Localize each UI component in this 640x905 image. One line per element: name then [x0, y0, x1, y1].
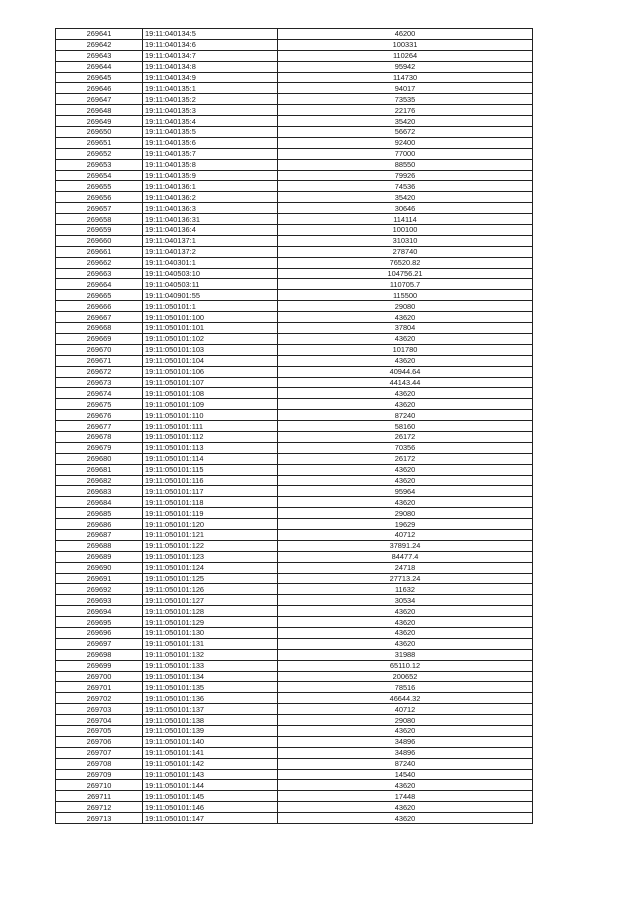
row-number-cell: 269644: [56, 61, 143, 72]
cadastral-number-cell: 19:11:050101:111: [143, 421, 278, 432]
value-cell: 79926: [278, 170, 533, 181]
row-number-cell: 269665: [56, 290, 143, 301]
table-row: [56, 61, 533, 72]
value-cell: 114114: [278, 214, 533, 225]
row-number-cell: 269674: [56, 388, 143, 399]
table-row: [56, 813, 533, 824]
table-row: [56, 421, 533, 432]
value-cell: 65110.12: [278, 660, 533, 671]
row-number-cell: 269646: [56, 83, 143, 94]
value-cell: 17448: [278, 791, 533, 802]
cadastral-number-cell: 19:11:050101:136: [143, 693, 278, 704]
table-row: [56, 715, 533, 726]
table-row: [56, 323, 533, 334]
cadastral-number-cell: 19:11:050101:147: [143, 813, 278, 824]
table-row: [56, 312, 533, 323]
row-number-cell: 269677: [56, 421, 143, 432]
cadastral-number-cell: 19:11:050101:112: [143, 431, 278, 442]
table-row: [56, 246, 533, 257]
row-number-cell: 269691: [56, 573, 143, 584]
table-row: [56, 726, 533, 737]
table-row: [56, 791, 533, 802]
table-row: [56, 606, 533, 617]
value-cell: 56672: [278, 127, 533, 138]
table-row: [56, 344, 533, 355]
cadastral-number-cell: 19:11:040134:8: [143, 61, 278, 72]
value-cell: 26172: [278, 431, 533, 442]
table-row: [56, 508, 533, 519]
cadastral-number-cell: 19:11:040137:2: [143, 246, 278, 257]
table-row: [56, 540, 533, 551]
row-number-cell: 269696: [56, 627, 143, 638]
cadastral-number-cell: 19:11:050101:120: [143, 519, 278, 530]
table-row: [56, 780, 533, 791]
cadastral-number-cell: 19:11:050101:121: [143, 529, 278, 540]
row-number-cell: 269667: [56, 312, 143, 323]
row-number-cell: 269645: [56, 72, 143, 83]
row-number-cell: 269678: [56, 431, 143, 442]
row-number-cell: 269649: [56, 116, 143, 127]
value-cell: 26172: [278, 453, 533, 464]
value-cell: 35420: [278, 116, 533, 127]
row-number-cell: 269672: [56, 366, 143, 377]
table-row: [56, 83, 533, 94]
table-row: [56, 410, 533, 421]
value-cell: 43620: [278, 464, 533, 475]
table-row: [56, 29, 533, 40]
value-cell: 44143.44: [278, 377, 533, 388]
table-row: [56, 39, 533, 50]
value-cell: 40712: [278, 529, 533, 540]
cadastral-number-cell: 19:11:050101:104: [143, 355, 278, 366]
table-row: [56, 736, 533, 747]
value-cell: 43620: [278, 399, 533, 410]
row-number-cell: 269670: [56, 344, 143, 355]
cadastral-number-cell: 19:11:050101:134: [143, 671, 278, 682]
cadastral-number-cell: 19:11:050101:1: [143, 301, 278, 312]
table-row: [56, 758, 533, 769]
cadastral-number-cell: 19:11:040135:9: [143, 170, 278, 181]
table-row: [56, 181, 533, 192]
table-row: [56, 268, 533, 279]
cadastral-number-cell: 19:11:040135:2: [143, 94, 278, 105]
row-number-cell: 269687: [56, 529, 143, 540]
cadastral-number-cell: 19:11:050101:141: [143, 747, 278, 758]
row-number-cell: 269643: [56, 50, 143, 61]
row-number-cell: 269706: [56, 736, 143, 747]
row-number-cell: 269694: [56, 606, 143, 617]
row-number-cell: 269704: [56, 715, 143, 726]
table-row: [56, 225, 533, 236]
table-row: [56, 595, 533, 606]
cadastral-number-cell: 19:11:050101:107: [143, 377, 278, 388]
row-number-cell: 269648: [56, 105, 143, 116]
cadastral-number-cell: 19:11:050101:115: [143, 464, 278, 475]
value-cell: 43620: [278, 617, 533, 628]
row-number-cell: 269711: [56, 791, 143, 802]
row-number-cell: 269651: [56, 137, 143, 148]
cadastral-number-cell: 19:11:050101:127: [143, 595, 278, 606]
cadastral-number-cell: 19:11:040136:3: [143, 203, 278, 214]
value-cell: 114730: [278, 72, 533, 83]
cadastral-number-cell: 19:11:050101:103: [143, 344, 278, 355]
table-row: [56, 682, 533, 693]
value-cell: 43620: [278, 802, 533, 813]
cadastral-number-cell: 19:11:050101:144: [143, 780, 278, 791]
row-number-cell: 269655: [56, 181, 143, 192]
cadastral-number-cell: 19:11:050101:142: [143, 758, 278, 769]
table-row: [56, 802, 533, 813]
value-cell: 278740: [278, 246, 533, 257]
value-cell: 29080: [278, 715, 533, 726]
cadastral-number-cell: 19:11:050101:108: [143, 388, 278, 399]
value-cell: 115500: [278, 290, 533, 301]
value-cell: 73535: [278, 94, 533, 105]
cadastral-number-cell: 19:11:050101:131: [143, 638, 278, 649]
table-row: [56, 627, 533, 638]
table-row: [56, 529, 533, 540]
row-number-cell: 269661: [56, 246, 143, 257]
row-number-cell: 269701: [56, 682, 143, 693]
value-cell: 76520.82: [278, 257, 533, 268]
row-number-cell: 269713: [56, 813, 143, 824]
value-cell: 24718: [278, 562, 533, 573]
value-cell: 100331: [278, 39, 533, 50]
value-cell: 30534: [278, 595, 533, 606]
row-number-cell: 269671: [56, 355, 143, 366]
row-number-cell: 269695: [56, 617, 143, 628]
row-number-cell: 269679: [56, 442, 143, 453]
value-cell: 30646: [278, 203, 533, 214]
value-cell: 94017: [278, 83, 533, 94]
table-row: [56, 105, 533, 116]
table-row: [56, 377, 533, 388]
value-cell: 74536: [278, 181, 533, 192]
table-row: [56, 148, 533, 159]
row-number-cell: 269642: [56, 39, 143, 50]
cadastral-number-cell: 19:11:050101:128: [143, 606, 278, 617]
table-row: [56, 704, 533, 715]
table-row: [56, 192, 533, 203]
value-cell: 43620: [278, 497, 533, 508]
value-cell: 35420: [278, 192, 533, 203]
value-cell: 34896: [278, 736, 533, 747]
row-number-cell: 269710: [56, 780, 143, 791]
row-number-cell: 269675: [56, 399, 143, 410]
row-number-cell: 269698: [56, 649, 143, 660]
cadastral-number-cell: 19:11:050101:135: [143, 682, 278, 693]
row-number-cell: 269699: [56, 660, 143, 671]
table-row: [56, 660, 533, 671]
value-cell: 43620: [278, 475, 533, 486]
value-cell: 14540: [278, 769, 533, 780]
row-number-cell: 269673: [56, 377, 143, 388]
row-number-cell: 269653: [56, 159, 143, 170]
cadastral-number-cell: 19:11:050101:133: [143, 660, 278, 671]
row-number-cell: 269693: [56, 595, 143, 606]
value-cell: 37804: [278, 323, 533, 334]
cadastral-number-cell: 19:11:040134:6: [143, 39, 278, 50]
cadastral-number-cell: 19:11:040135:7: [143, 148, 278, 159]
table-row: [56, 693, 533, 704]
value-cell: 40944.64: [278, 366, 533, 377]
row-number-cell: 269664: [56, 279, 143, 290]
cadastral-number-cell: 19:11:050101:125: [143, 573, 278, 584]
value-cell: 29080: [278, 508, 533, 519]
cadastral-number-cell: 19:11:050101:113: [143, 442, 278, 453]
value-cell: 40712: [278, 704, 533, 715]
table-row: [56, 769, 533, 780]
row-number-cell: 269700: [56, 671, 143, 682]
row-number-cell: 269656: [56, 192, 143, 203]
value-cell: 84477.4: [278, 551, 533, 562]
table-row: [56, 355, 533, 366]
cadastral-number-cell: 19:11:050101:106: [143, 366, 278, 377]
cadastral-number-cell: 19:11:050101:102: [143, 333, 278, 344]
row-number-cell: 269662: [56, 257, 143, 268]
cadastral-number-cell: 19:11:050101:129: [143, 617, 278, 628]
value-cell: 95964: [278, 486, 533, 497]
value-cell: 46200: [278, 29, 533, 40]
cadastral-number-cell: 19:11:050101:122: [143, 540, 278, 551]
row-number-cell: 269707: [56, 747, 143, 758]
cadastral-number-cell: 19:11:050101:118: [143, 497, 278, 508]
cadastral-number-cell: 19:11:050101:143: [143, 769, 278, 780]
table-row: [56, 137, 533, 148]
value-cell: 110264: [278, 50, 533, 61]
cadastral-number-cell: 19:11:050101:145: [143, 791, 278, 802]
table-row: [56, 573, 533, 584]
table-row: [56, 235, 533, 246]
row-number-cell: 269660: [56, 235, 143, 246]
row-number-cell: 269663: [56, 268, 143, 279]
table-row: [56, 617, 533, 628]
table-row: [56, 497, 533, 508]
table-row: [56, 584, 533, 595]
value-cell: 43620: [278, 606, 533, 617]
table-row: [56, 214, 533, 225]
value-cell: 104756.21: [278, 268, 533, 279]
row-number-cell: 269652: [56, 148, 143, 159]
row-number-cell: 269690: [56, 562, 143, 573]
value-cell: 22176: [278, 105, 533, 116]
table-row: [56, 442, 533, 453]
table-row: [56, 431, 533, 442]
value-cell: 88550: [278, 159, 533, 170]
value-cell: 19629: [278, 519, 533, 530]
value-cell: 43620: [278, 638, 533, 649]
table-row: [56, 203, 533, 214]
value-cell: 43620: [278, 333, 533, 344]
cadastral-number-cell: 19:11:050101:130: [143, 627, 278, 638]
table-row: [56, 519, 533, 530]
value-cell: 92400: [278, 137, 533, 148]
value-cell: 110705.7: [278, 279, 533, 290]
row-number-cell: 269650: [56, 127, 143, 138]
row-number-cell: 269697: [56, 638, 143, 649]
table-row: [56, 50, 533, 61]
value-cell: 43620: [278, 780, 533, 791]
row-number-cell: 269692: [56, 584, 143, 595]
table-row: [56, 290, 533, 301]
cadastral-number-cell: 19:11:050101:114: [143, 453, 278, 464]
cadastral-number-cell: 19:11:050101:126: [143, 584, 278, 595]
cadastral-number-cell: 19:11:050101:123: [143, 551, 278, 562]
value-cell: 200652: [278, 671, 533, 682]
row-number-cell: 269703: [56, 704, 143, 715]
row-number-cell: 269689: [56, 551, 143, 562]
table-row: [56, 562, 533, 573]
value-cell: 27713.24: [278, 573, 533, 584]
cadastral-number-cell: 19:11:040135:8: [143, 159, 278, 170]
cadastral-number-cell: 19:11:050101:132: [143, 649, 278, 660]
table-row: [56, 638, 533, 649]
table-row: [56, 551, 533, 562]
cadastral-number-cell: 19:11:050101:124: [143, 562, 278, 573]
row-number-cell: 269681: [56, 464, 143, 475]
row-number-cell: 269683: [56, 486, 143, 497]
cadastral-number-cell: 19:11:040135:6: [143, 137, 278, 148]
cadastral-number-cell: 19:11:050101:117: [143, 486, 278, 497]
cadastral-number-cell: 19:11:050101:110: [143, 410, 278, 421]
table-body: [56, 29, 533, 824]
cadastral-number-cell: 19:11:040137:1: [143, 235, 278, 246]
table-row: [56, 257, 533, 268]
cadastral-number-cell: 19:11:050101:101: [143, 323, 278, 334]
row-number-cell: 269686: [56, 519, 143, 530]
table-row: [56, 333, 533, 344]
value-cell: 101780: [278, 344, 533, 355]
value-cell: 31988: [278, 649, 533, 660]
cadastral-number-cell: 19:11:040135:1: [143, 83, 278, 94]
cadastral-number-cell: 19:11:040136:31: [143, 214, 278, 225]
value-cell: 29080: [278, 301, 533, 312]
row-number-cell: 269659: [56, 225, 143, 236]
cadastral-number-cell: 19:11:040901:55: [143, 290, 278, 301]
row-number-cell: 269654: [56, 170, 143, 181]
cadastral-number-cell: 19:11:050101:100: [143, 312, 278, 323]
table-row: [56, 127, 533, 138]
table-row: [56, 671, 533, 682]
value-cell: 34896: [278, 747, 533, 758]
cadastral-number-cell: 19:11:040136:2: [143, 192, 278, 203]
row-number-cell: 269666: [56, 301, 143, 312]
table-row: [56, 301, 533, 312]
cadastral-number-cell: 19:11:050101:116: [143, 475, 278, 486]
table-row: [56, 159, 533, 170]
cadastral-number-cell: 19:11:050101:109: [143, 399, 278, 410]
cadastral-number-cell: 19:11:040135:3: [143, 105, 278, 116]
table-row: [56, 464, 533, 475]
row-number-cell: 269641: [56, 29, 143, 40]
row-number-cell: 269709: [56, 769, 143, 780]
row-number-cell: 269676: [56, 410, 143, 421]
row-number-cell: 269682: [56, 475, 143, 486]
row-number-cell: 269708: [56, 758, 143, 769]
table-row: [56, 170, 533, 181]
value-cell: 11632: [278, 584, 533, 595]
row-number-cell: 269688: [56, 540, 143, 551]
cadastral-number-cell: 19:11:040301:1: [143, 257, 278, 268]
cadastral-number-cell: 19:11:040134:7: [143, 50, 278, 61]
value-cell: 100100: [278, 225, 533, 236]
value-cell: 46644.32: [278, 693, 533, 704]
value-cell: 78516: [278, 682, 533, 693]
table-row: [56, 475, 533, 486]
cadastral-number-cell: 19:11:050101:146: [143, 802, 278, 813]
row-number-cell: 269669: [56, 333, 143, 344]
cadastral-number-cell: 19:11:040136:4: [143, 225, 278, 236]
cadastral-number-cell: 19:11:050101:119: [143, 508, 278, 519]
table-row: [56, 649, 533, 660]
value-cell: 43620: [278, 355, 533, 366]
value-cell: 77000: [278, 148, 533, 159]
value-cell: 70356: [278, 442, 533, 453]
row-number-cell: 269702: [56, 693, 143, 704]
row-number-cell: 269647: [56, 94, 143, 105]
value-cell: 310310: [278, 235, 533, 246]
cadastral-number-cell: 19:11:050101:137: [143, 704, 278, 715]
table-row: [56, 366, 533, 377]
table-row: [56, 94, 533, 105]
row-number-cell: 269658: [56, 214, 143, 225]
row-number-cell: 269712: [56, 802, 143, 813]
row-number-cell: 269668: [56, 323, 143, 334]
table-row: [56, 399, 533, 410]
value-cell: 43620: [278, 388, 533, 399]
cadastral-number-cell: 19:11:040503:11: [143, 279, 278, 290]
value-cell: 58160: [278, 421, 533, 432]
value-cell: 95942: [278, 61, 533, 72]
cadastral-number-cell: 19:11:040134:5: [143, 29, 278, 40]
cadastral-number-cell: 19:11:050101:138: [143, 715, 278, 726]
row-number-cell: 269705: [56, 726, 143, 737]
table-row: [56, 388, 533, 399]
cadastral-number-cell: 19:11:050101:139: [143, 726, 278, 737]
cadastral-number-cell: 19:11:050101:140: [143, 736, 278, 747]
table-row: [56, 72, 533, 83]
row-number-cell: 269657: [56, 203, 143, 214]
value-cell: 43620: [278, 627, 533, 638]
table-row: [56, 279, 533, 290]
table-row: [56, 116, 533, 127]
value-cell: 43620: [278, 312, 533, 323]
value-cell: 43620: [278, 813, 533, 824]
cadastral-number-cell: 19:11:040134:9: [143, 72, 278, 83]
cadastral-number-cell: 19:11:040135:5: [143, 127, 278, 138]
cadastral-number-cell: 19:11:040503:10: [143, 268, 278, 279]
value-cell: 87240: [278, 758, 533, 769]
data-table: [55, 28, 533, 824]
cadastral-number-cell: 19:11:040136:1: [143, 181, 278, 192]
value-cell: 37891.24: [278, 540, 533, 551]
table-row: [56, 453, 533, 464]
value-cell: 87240: [278, 410, 533, 421]
table-row: [56, 747, 533, 758]
row-number-cell: 269680: [56, 453, 143, 464]
table-row: [56, 486, 533, 497]
row-number-cell: 269685: [56, 508, 143, 519]
cadastral-number-cell: 19:11:040135:4: [143, 116, 278, 127]
row-number-cell: 269684: [56, 497, 143, 508]
value-cell: 43620: [278, 726, 533, 737]
